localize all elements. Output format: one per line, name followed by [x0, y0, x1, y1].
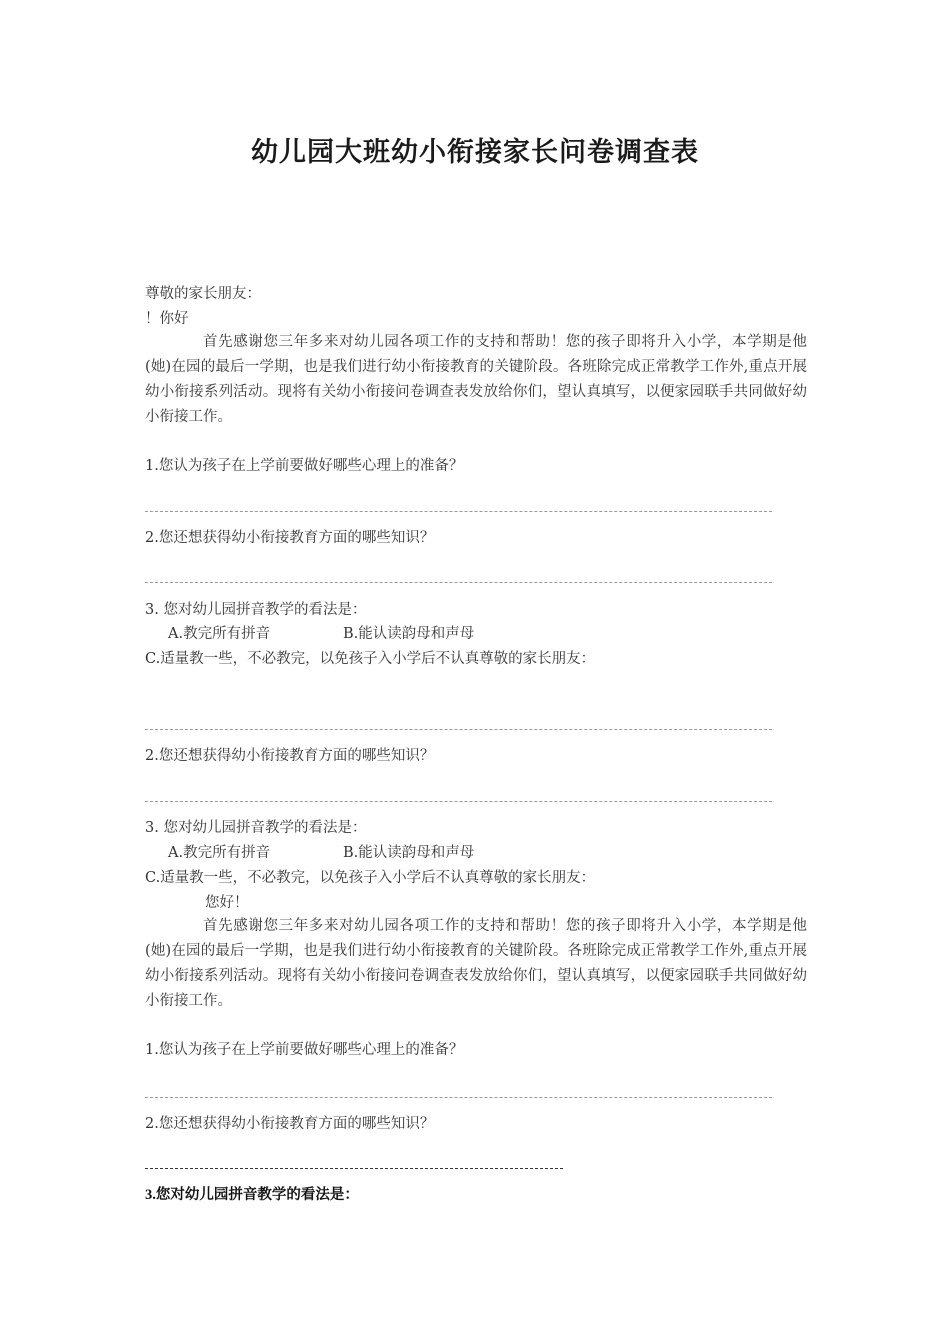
question-1: 1.您认为孩子在上学前要做好哪些心理上的准备？ — [145, 458, 464, 474]
answer-line — [145, 582, 772, 583]
page-title: 幼儿园大班幼小衔接家长问卷调查表 — [251, 137, 699, 168]
question-2-repeat-2: 2.您还想获得幼小衔接教育方面的哪些知识？ — [145, 1116, 435, 1132]
option-c-repeat: C.适量教一些，不必教完，以免孩子入小学后不认真尊敬的家长朋友： — [145, 870, 596, 886]
answer-line — [145, 729, 772, 730]
option-b-repeat: B.能认读韵母和声母 — [343, 845, 475, 861]
intro-paragraph: 首先感谢您三年多来对幼儿园各项工作的支持和帮助！您的孩子即将升入小学，本学期是他(她)在园的最后一学期，也是我们进行幼小衔接教育的关键阶段。各班除完成正常教学工作外,重点开展幼小衔接系列活动。现将有关幼小衔接问卷调查表发放给你们，望认真填写，以便家园联手共同做好幼小衔接工作。 — [145, 334, 807, 425]
answer-line — [145, 1097, 772, 1098]
answer-line — [145, 801, 772, 802]
option-a-repeat: A.教完所有拼音 — [168, 845, 271, 861]
intro-paragraph-2: 首先感谢您三年多来对幼儿园各项工作的支持和帮助！您的孩子即将升入小学，本学期是他(她)在园的最后一学期，也是我们进行幼小衔接教育的关键阶段。各班除完成正常教学工作外,重点开展幼小衔接系列活动。现将有关幼小衔接问卷调查表发放给你们，望认真填写，以便家园联手共同做好幼小衔接工作。 — [145, 918, 807, 1009]
question-2-repeat: 2.您还想获得幼小衔接教育方面的哪些知识？ — [145, 748, 435, 764]
question-3: 3. 您对幼儿园拼音教学的看法是： — [145, 602, 367, 618]
greeting: 尊敬的家长朋友： — [145, 286, 261, 302]
question-3-bold: 3.您对幼儿园拼音教学的看法是： — [145, 1187, 359, 1203]
option-a: A.教完所有拼音 — [168, 626, 271, 642]
answer-line-solid — [145, 1168, 563, 1169]
answer-line — [145, 511, 772, 512]
hello-line-2: 您好！ — [205, 895, 249, 911]
option-b: B.能认读韵母和声母 — [343, 626, 475, 642]
question-2: 2.您还想获得幼小衔接教育方面的哪些知识？ — [145, 530, 435, 546]
question-1-repeat: 1.您认为孩子在上学前要做好哪些心理上的准备？ — [145, 1042, 464, 1058]
question-3-repeat: 3. 您对幼儿园拼音教学的看法是： — [145, 820, 367, 836]
option-c: C.适量教一些，不必教完，以免孩子入小学后不认真尊敬的家长朋友： — [145, 651, 596, 667]
hello-line: ！你好 — [145, 311, 189, 327]
